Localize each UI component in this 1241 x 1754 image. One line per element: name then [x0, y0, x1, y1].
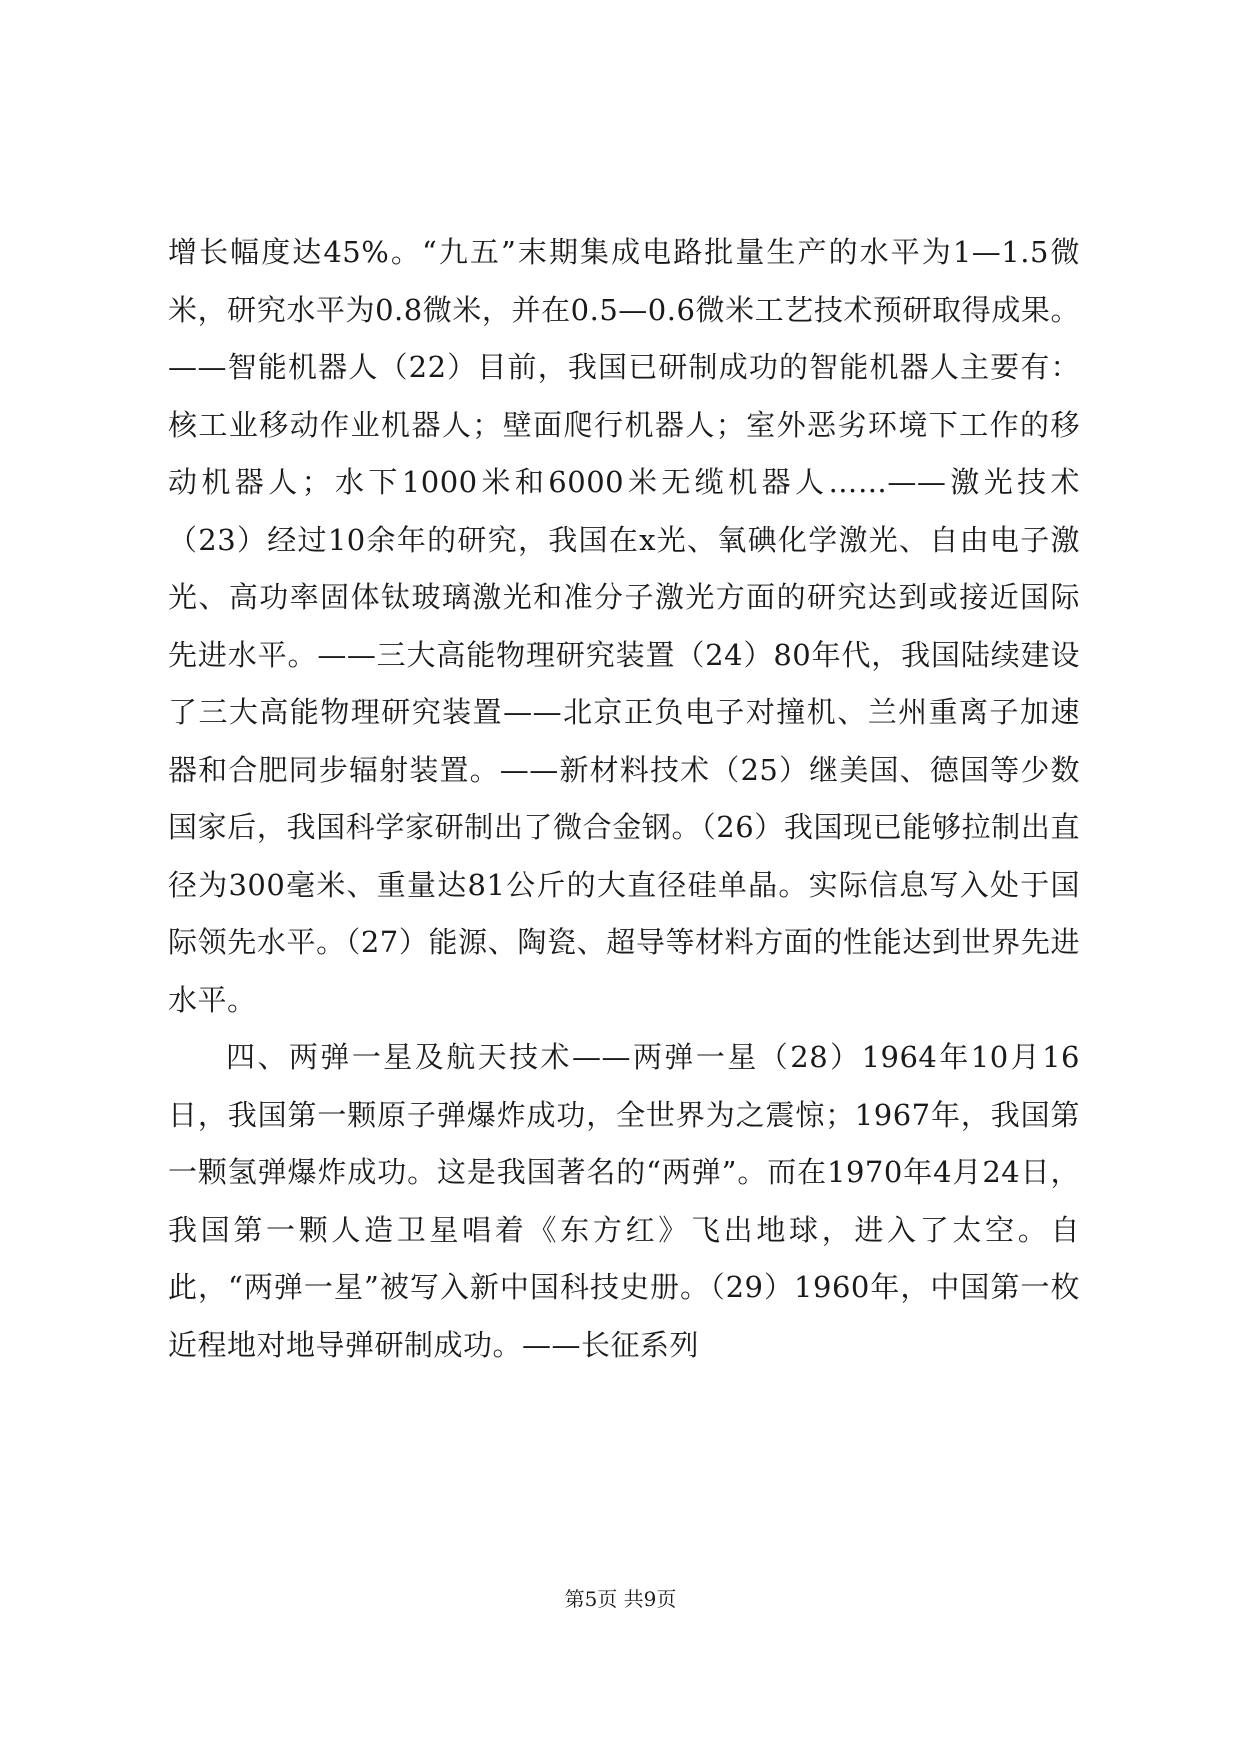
- page-footer: 第5页 共9页: [564, 1587, 677, 1611]
- body-paragraph: 四、两弹一星及航天技术——两弹一星（28）1964年10月16日，我国第一颗原子弹爆炸成功，全世界为之震惊；1967年，我国第一颗氢弹爆炸成功。这是我国著名的“两弹”。而在1970年4月24日，我国第一颗人造卫星唱着《东方红》飞出地球，进入了太空。自此，“两弹一星”被写入新中国科技史册。（29）1960年，中国第一枚近程地对地导弹研制成功。——长征系列: [168, 1040, 1080, 1362]
- body-paragraph: 增长幅度达45%。“九五”末期集成电路批量生产的水平为1—1.5微米，研究水平为0.8微米，并在0.5—0.6微米工艺技术预研取得成果。——智能机器人（22）目前，我国已研制成功的智能机器人主要有：核工业移动作业机器人；壁面爬行机器人；室外恶劣环境下工作的移动机器人；水下1000米和6000米无缆机器人……——激光技术（23）经过10余年的研究，我国在x光、氧碘化学激光、自由电子激光、高功率固体钛玻璃激光和准分子激光方面的研究达到或接近国际先进水平。——三大高能物理研究装置（24）80年代，我国陆续建设了三大高能物理研究装置——北京正负电子对撞机、兰州重离子加速器和合肥同步辐射装置。——新材料技术（25）继美国、德国等少数国家后，我国科学家研制出了微合金钢。（26）我国现已能够拉制出直径为300毫米、重量达81公斤的大直径硅单晶。实际信息写入处于国际领先水平。（27）能源、陶瓷、超导等材料方面的性能达到世界先进水平。: [168, 235, 1080, 1017]
- document-body: [168, 224, 1080, 1374]
